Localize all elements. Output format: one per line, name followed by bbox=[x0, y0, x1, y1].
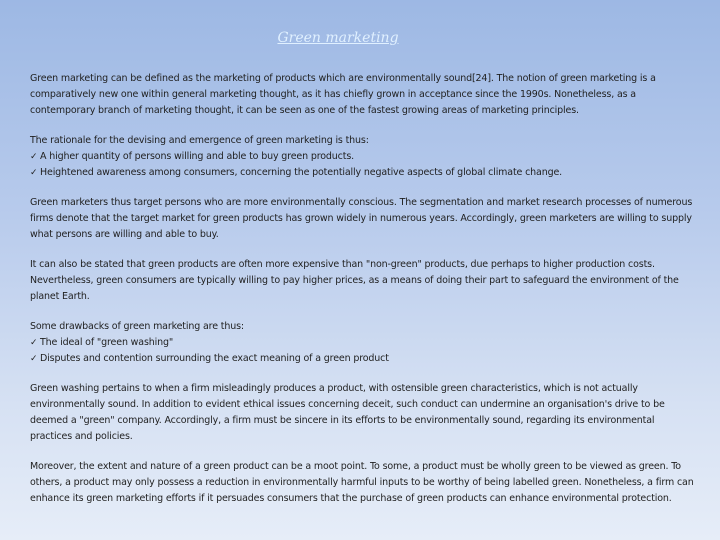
checkmark-icon: ✓ bbox=[30, 152, 38, 162]
paragraph-pricing: It can also be stated that green products are often more expensive than "non-green" products, due perhaps to higher production costs. Nevertheless, green consumers are typically willing to pay higher prices, as a means of doing their part to safeguard the environment of the planet Earth. bbox=[30, 259, 679, 302]
checkmark-icon: ✓ bbox=[30, 354, 38, 364]
paragraph-definition: Green marketing can be defined as the marketing of products which are environmentally sound[24]. The notion of green marketing is a comparatively new one within general marketing thought, as it has chiefly grown in acceptance since the 1990s. Nonetheless, as a contemporary branch of marketing thought, it can be seen as one of the fastest growing areas of marketing principles. bbox=[30, 73, 656, 116]
drawbacks-intro: Some drawbacks of green marketing are thus: bbox=[30, 321, 244, 332]
slide-body bbox=[30, 71, 694, 521]
list-item bbox=[30, 335, 694, 351]
checkmark-icon: ✓ bbox=[30, 338, 38, 348]
list-item-text: Heightened awareness among consumers, concerning the potentially negative aspects of global climate change. bbox=[40, 167, 563, 178]
list-item-text: The ideal of "green washing" bbox=[40, 337, 174, 348]
paragraph-extent: Moreover, the extent and nature of a green product can be a moot point. To some, a product must be wholly green to be viewed as green. To others, a product may only possess a reduction in environmentally harmful inputs to be worthy of being labelled green. Nonetheless, a firm can enhance its green marketing efforts if it persuades consumers that the purchase of green products can enhance environmental protection. bbox=[30, 461, 694, 504]
list-item-text: Disputes and contention surrounding the exact meaning of a green product bbox=[40, 353, 389, 364]
checkmark-icon: ✓ bbox=[30, 168, 38, 178]
list-item bbox=[30, 149, 694, 165]
slide-title: Green marketing bbox=[277, 30, 399, 46]
drawbacks-section bbox=[30, 319, 694, 367]
list-item-text: A higher quantity of persons willing and able to buy green products. bbox=[40, 151, 354, 162]
paragraph-green-washing: Green washing pertains to when a firm misleadingly produces a product, with ostensible green characteristics, which is not actually environmentally sound. In addition to evident ethical issues concerning deceit, such conduct can undermine an organisation's drive to be deemed a "green" company. Accordingly, a firm must be sincere in its efforts to be environmentally sound, regarding its environmental practices and policies. bbox=[30, 383, 665, 442]
paragraph-target-market: Green marketers thus target persons who are more environmentally conscious. The segmentation and market research processes of numerous firms denote that the target market for green products has grown widely in numerous years. Accordingly, green marketers are willing to supply what persons are willing and able to buy. bbox=[30, 197, 693, 240]
rationale-section bbox=[30, 133, 694, 181]
list-item bbox=[30, 165, 694, 181]
rationale-intro: The rationale for the devising and emergence of green marketing is thus: bbox=[30, 135, 369, 146]
list-item bbox=[30, 351, 694, 367]
